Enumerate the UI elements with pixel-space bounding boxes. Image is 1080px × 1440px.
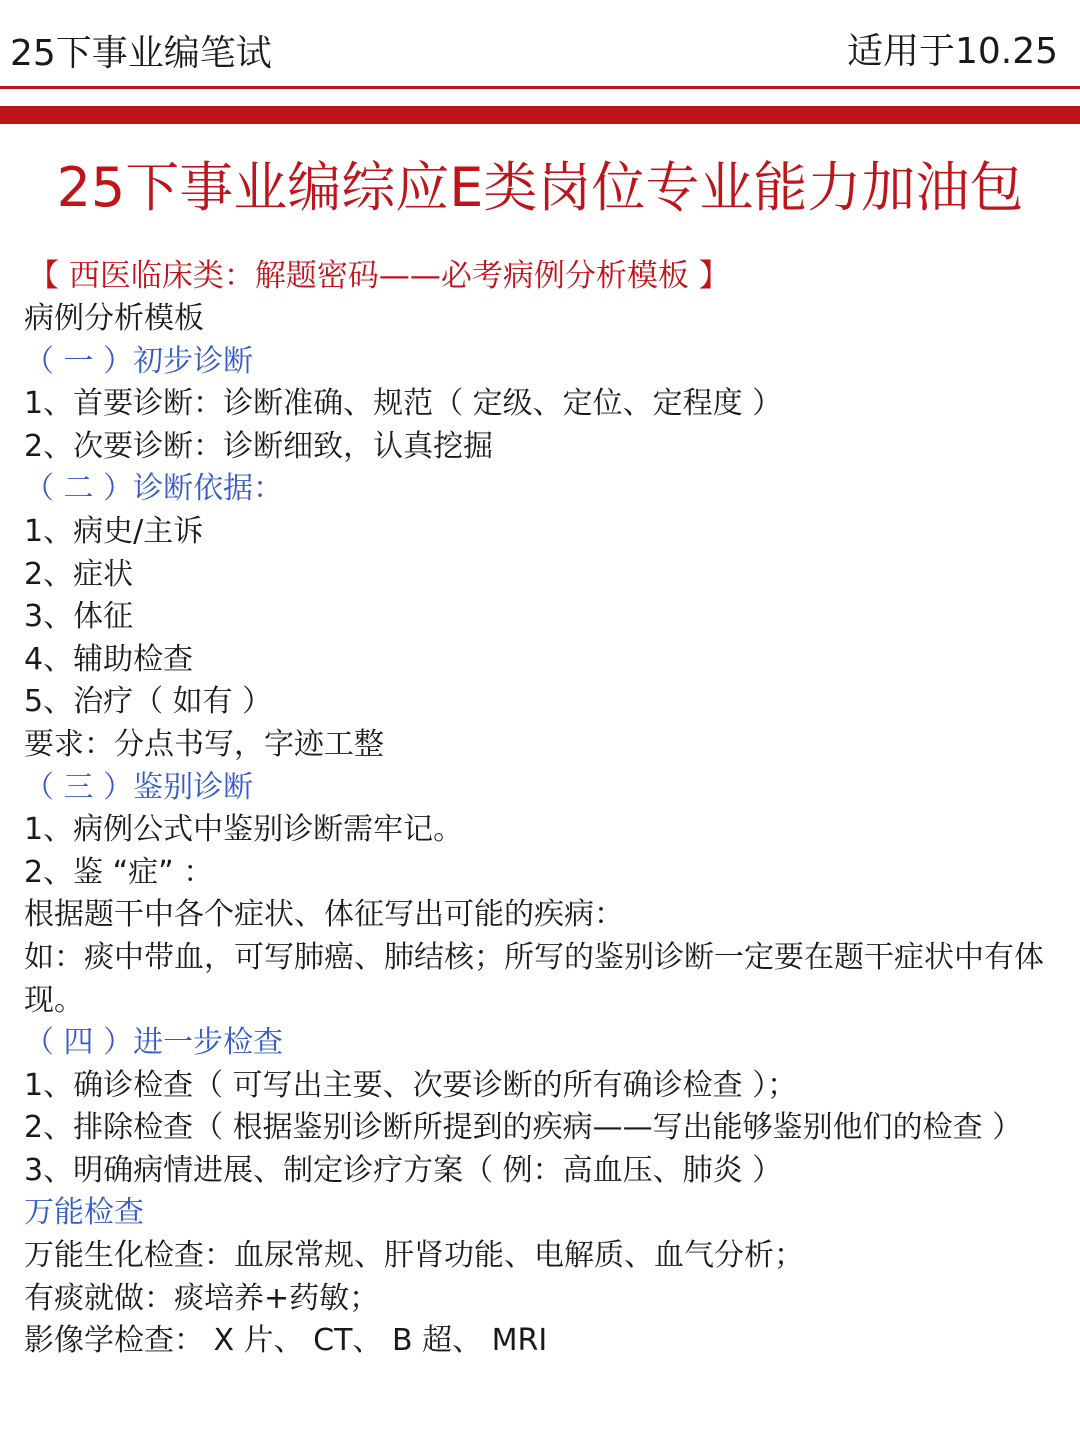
list-item: 万能生化检查：血尿常规、肝肾功能、电解质、血气分析； (24, 1238, 804, 1274)
list-item: 5、治疗（ 如有 ） (24, 684, 273, 720)
document-body (24, 254, 1060, 1363)
list-item: 2、鉴 “症” ： (24, 854, 214, 890)
section-heading-further-examination: （ 四 ）进一步检查 (24, 1025, 284, 1061)
list-item: 3、明确病情进展、制定诊疗方案（ 例：高血压、肺炎 ） (24, 1152, 783, 1188)
section-heading-differential-diagnosis: （ 三 ）鉴别诊断 (24, 769, 254, 805)
list-item: 2、排除检查（ 根据鉴别诊断所提到的疾病——写出能够鉴别他们的检查 ） (24, 1110, 1023, 1146)
list-item: 3、体征 (24, 599, 134, 635)
header-divider-thick (0, 106, 1080, 124)
header-date-label: 适用于10.25 (846, 31, 1058, 72)
list-item: 1、病例公式中鉴别诊断需牢记。 (24, 812, 464, 848)
page-header (0, 0, 1080, 88)
section-heading-preliminary-diagnosis: （ 一 ）初步诊断 (24, 343, 254, 379)
list-item: 2、症状 (24, 556, 134, 592)
list-item: 2、次要诊断：诊断细致，认真挖掘 (24, 428, 494, 464)
header-divider-thin (0, 86, 1080, 89)
section-banner: 【 西医临床类：解题密码——必考病例分析模板 】 (28, 258, 730, 294)
list-item: 1、病史/主诉 (24, 513, 204, 549)
intro-text: 病例分析模板 (24, 301, 204, 336)
list-item: 4、辅助检查 (24, 641, 194, 677)
list-item: 影像学检查： X 片、 CT、 B 超、 MRI (24, 1323, 548, 1359)
requirement-note: 要求：分点书写，字迹工整 (24, 726, 384, 762)
header-exam-label: 25下事业编笔试 (10, 33, 272, 74)
list-item: 1、首要诊断：诊断准确、规范（ 定级、定位、定程度 ） (24, 386, 783, 422)
list-item: 根据题干中各个症状、体征写出可能的疾病： (24, 897, 624, 933)
section-heading-diagnostic-basis: （ 二 ）诊断依据： (24, 471, 284, 507)
page-title: 25下事业编综应E类岗位专业能力加油包 (56, 156, 1024, 219)
section-heading-universal-exams: 万能检查 (24, 1195, 144, 1231)
list-item: 如：痰中带血，可写肺癌、肺结核；所写的鉴别诊断一定要在题干症状中有体现。 (24, 939, 1044, 1018)
list-item: 1、确诊检查（ 可写出主要、次要诊断的所有确诊检查 ）； (24, 1067, 798, 1103)
list-item: 有痰就做：痰培养+药敏； (24, 1280, 380, 1316)
